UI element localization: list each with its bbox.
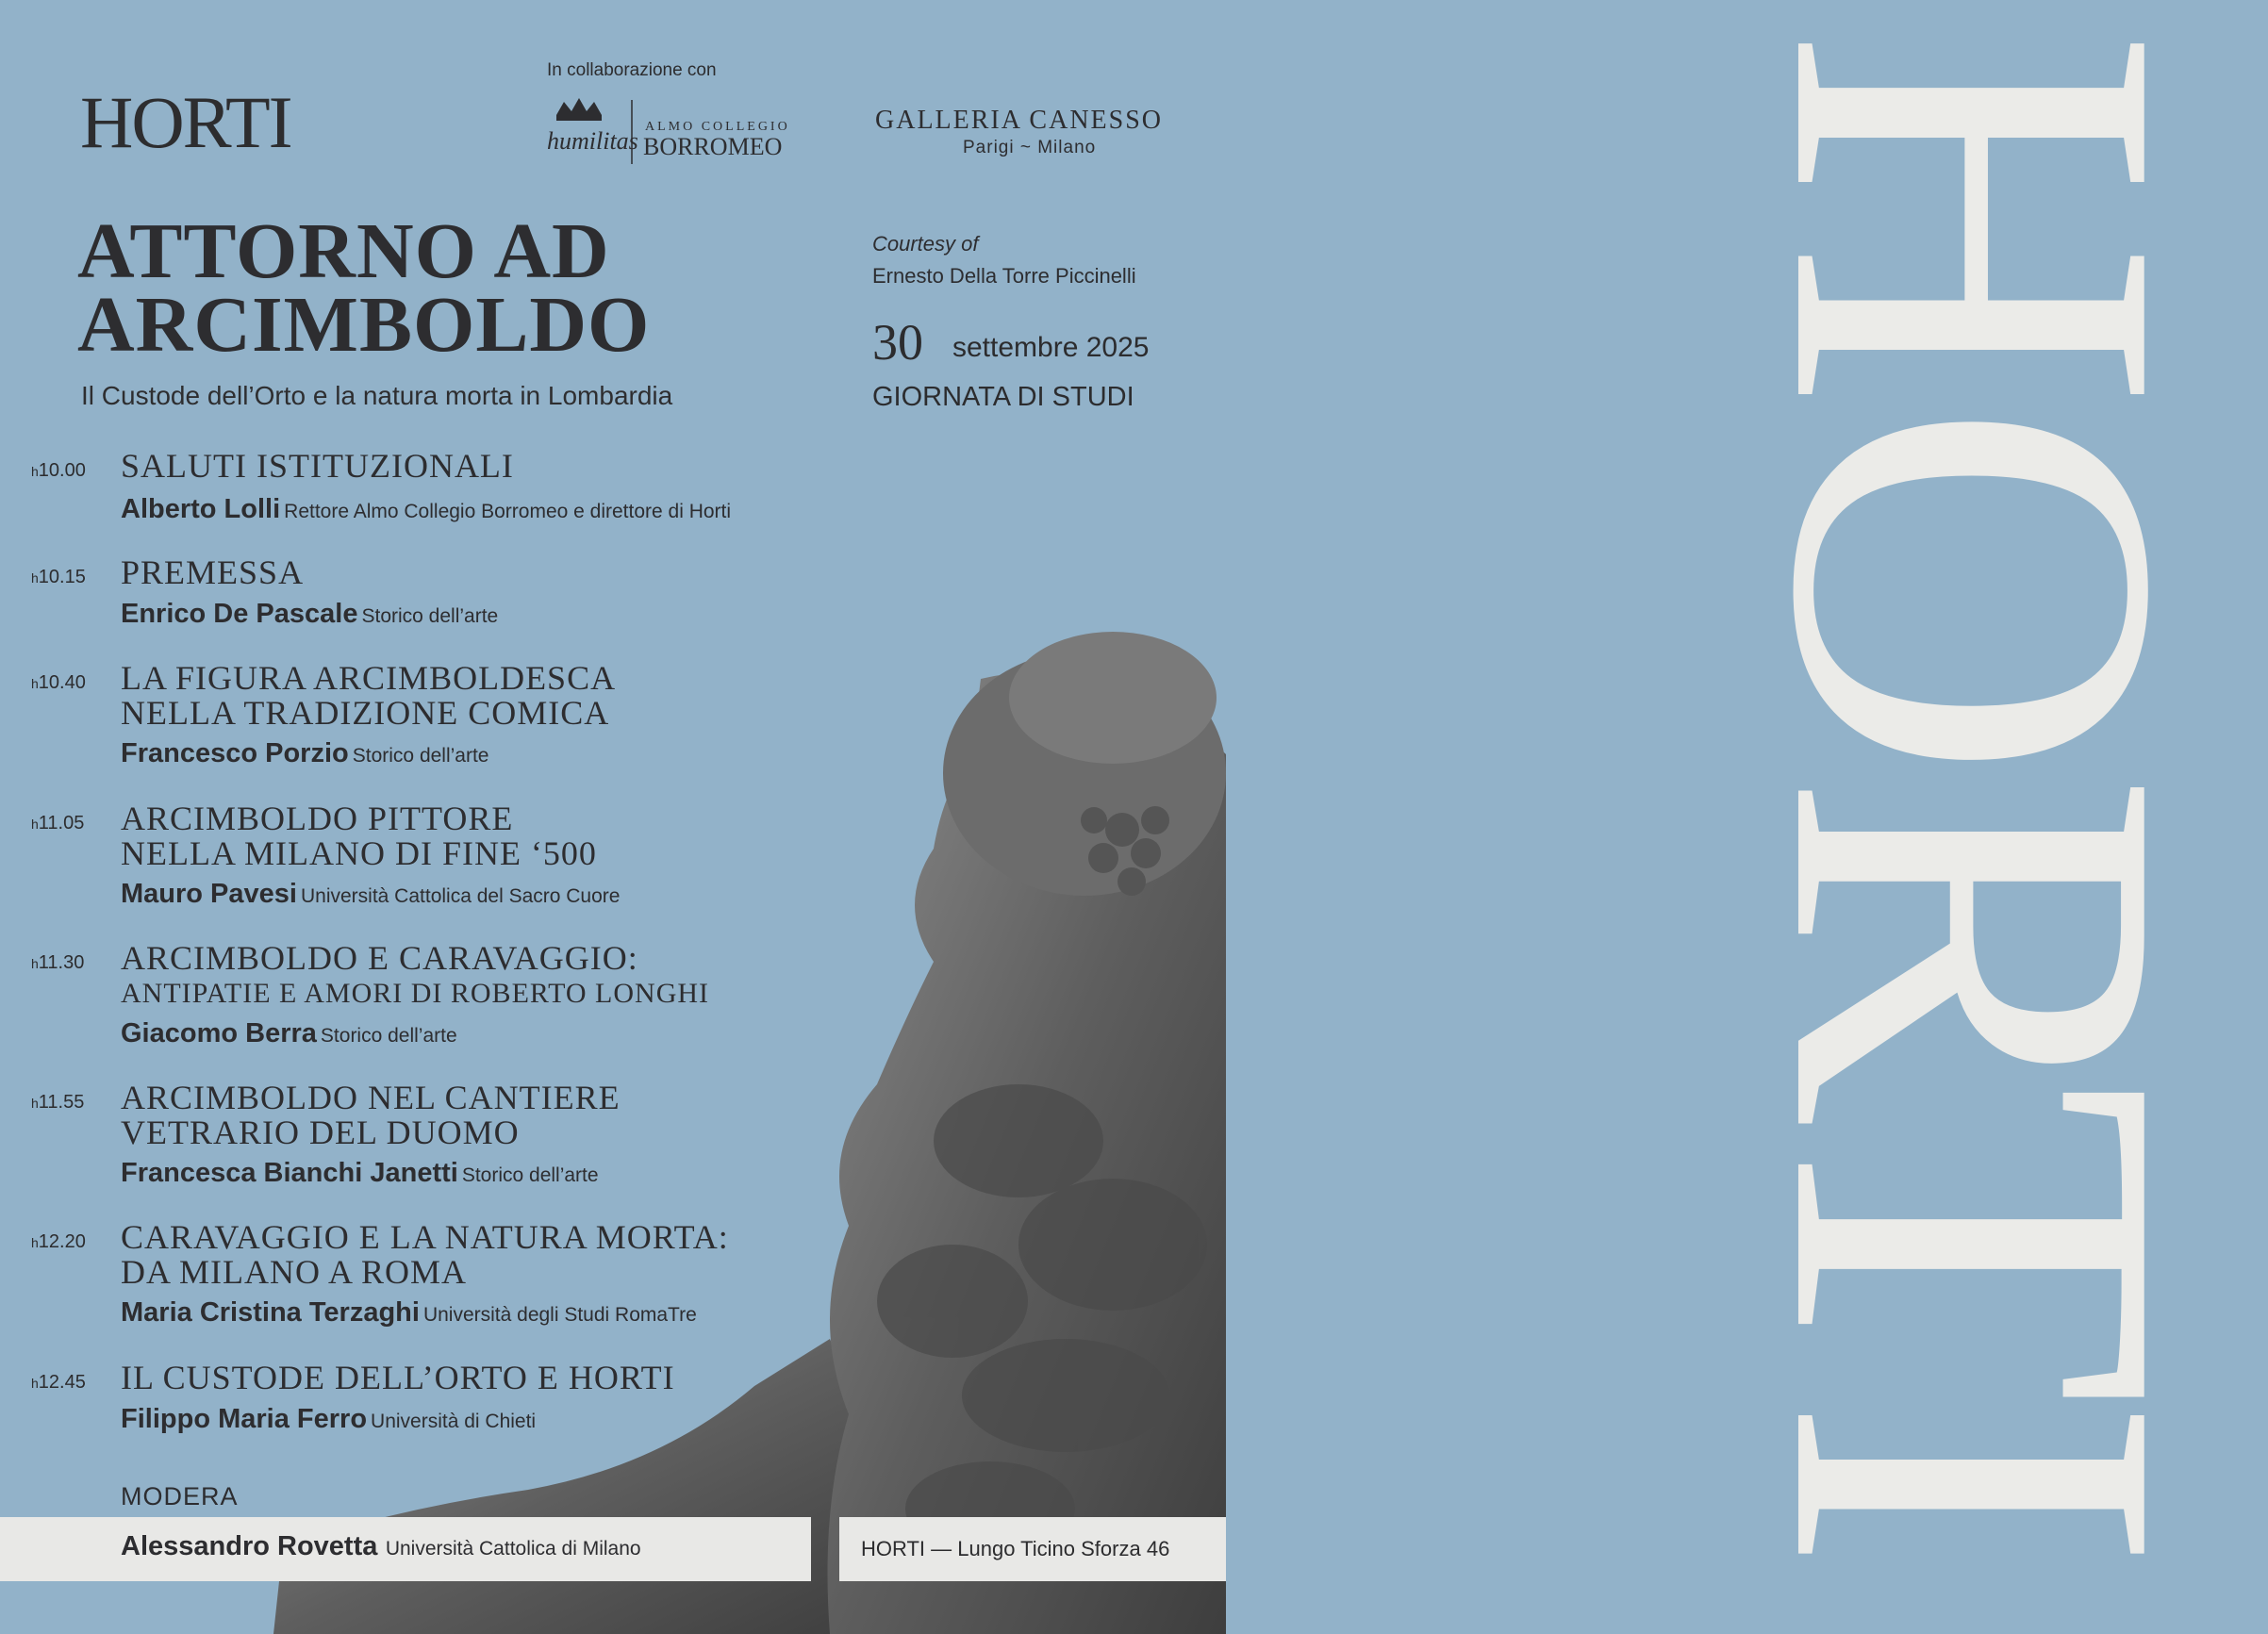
event-day: 30 [872,314,923,371]
moderation-label: MODERA [121,1482,239,1510]
humilitas-text: humilitas [547,127,638,155]
session-title: PREMESSA [121,553,305,591]
session-time: h10.00 [31,460,86,481]
courtesy-label: Courtesy of [872,232,979,256]
session-title: ARCIMBOLDO E CARAVAGGIO: ANTIPATIE E AMORI DI ROBERTO LONGHI [121,939,710,1009]
event-title-line1: ATTORNO AD [77,207,610,295]
session-title: IL CUSTODE DELL’ORTO E HORTI [121,1359,675,1396]
session-time: h11.55 [31,1092,85,1113]
venue-address: HORTI — Lungo Ticino Sforza 46 [861,1537,1170,1560]
session-title: CARAVAGGIO E LA NATURA MORTA: DA MILANO A ROMA [121,1218,729,1291]
session-speaker: Giacomo Berra Storico dell’arte [121,1018,457,1048]
session-speaker: Mauro Pavesi Università Cattolica del Sacro Cuore [121,879,621,909]
session-time: h12.45 [31,1372,86,1393]
session-title: ARCIMBOLDO PITTORE NELLA MILANO DI FINE ‘500 [121,800,597,872]
collaboration-label: In collaborazione con [547,60,717,80]
session-time: h12.20 [31,1231,86,1252]
session-speaker: Francesco Porzio Storico dell’arte [121,738,489,768]
session-speaker: Maria Cristina Terzaghi Università degli Studi RomaTre [121,1297,697,1328]
partner-logos [538,94,792,170]
event-type: GIORNATA DI STUDI [872,382,1134,412]
session-speaker: Alberto Lolli Rettore Almo Collegio Borromeo e direttore di Horti [121,494,732,524]
moderator [121,1531,641,1562]
moderator-name: Alessandro Rovetta [121,1531,378,1561]
session-speaker: Enrico De Pascale Storico dell’arte [121,599,499,629]
courtesy-name: Ernesto Della Torre Piccinelli [872,264,1136,288]
session-time: h11.30 [31,952,85,973]
borromeo-main-text: BORROMEO [643,133,783,160]
session-title: LA FIGURA ARCIMBOLDESCA NELLA TRADIZIONE COMICA [121,659,617,732]
session-title: SALUTI ISTITUZIONALI [121,447,514,485]
event-subtitle: Il Custode dell’Orto e la natura morta in Lombardia [81,381,673,410]
event-title-line2: ARCIMBOLDO [77,281,651,369]
borromeo-top-text: ALMO COLLEGIO [645,120,790,134]
event-title [77,207,794,369]
crown-icon [556,98,602,121]
session-title: ARCIMBOLDO NEL CANTIERE VETRARIO DEL DUOMO [121,1079,621,1151]
session-time: h11.05 [31,813,85,834]
horti-watermark-text: HORTI [1683,28,2268,1563]
session-time: h10.40 [31,672,86,693]
galleria-city: Parigi ~ Milano [963,138,1097,157]
event-month-year: settembre 2025 [952,332,1150,363]
moderator-role: Università Cattolica di Milano [385,1538,641,1560]
horti-logo: HORTI [80,81,291,163]
session-speaker: Filippo Maria Ferro Università di Chieti [121,1404,537,1434]
session-time: h10.15 [31,567,86,587]
galleria-name: GALLERIA CANESSO [875,106,1164,135]
session-speaker: Francesca Bianchi Janetti Storico dell’arte [121,1158,599,1188]
